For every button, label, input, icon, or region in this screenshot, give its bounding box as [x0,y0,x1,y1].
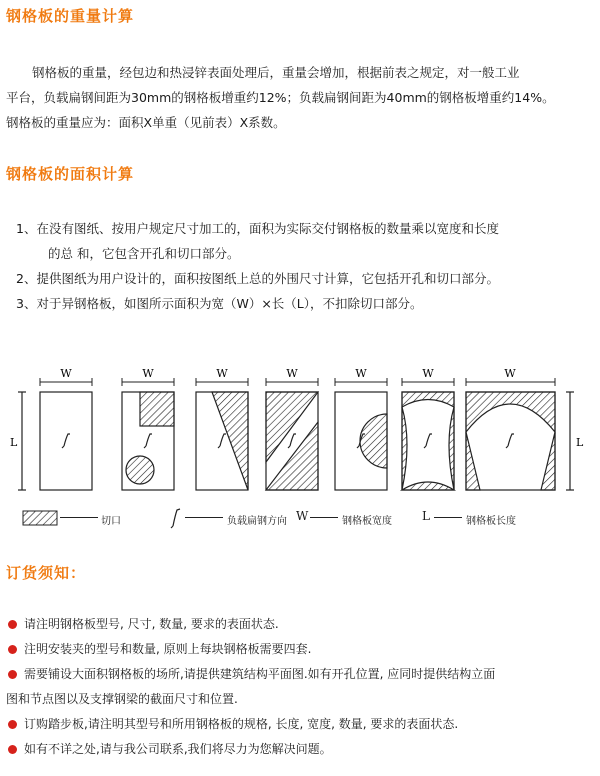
order-notes-title: 订货须知： [6,564,87,582]
w-dim-label: W [60,367,72,380]
area-calc-title: 钢格板的面积计算 [6,165,135,183]
w-dim-label: W [504,367,516,380]
bullet-dot [8,670,17,679]
legend-line [434,517,462,518]
shape-diagonal-cut [196,392,248,490]
shape-corner-cut-hole [122,392,174,490]
legend-direction-label: 负载扁钢方向 [227,516,287,527]
shape-arch-cut [466,392,555,490]
bullet-dot [8,645,17,654]
order-notes-list [6,612,596,762]
shape-two-triangle-cuts [266,392,318,490]
legend-length-label: 钢格板长度 [466,516,516,527]
w-dim-label: W [422,367,434,380]
w-dim-label: W [355,367,367,380]
order-note: 如有不详之处,请与我公司联系,我们将尽力为您解决问题。 [6,737,596,762]
legend-w-symbol: W [296,509,309,523]
legend-width-label: 钢格板宽度 [342,516,392,527]
weight-line: 钢格板的重量，经包边和热浸锌表面处理后，重量会增加，根据前表之规定，对一般工业 [32,65,520,80]
weight-line: 钢格板的重量应为：面积X单重（见前表）X系数。 [6,115,286,130]
area-item: 1、在没有图纸、按用户规定尺寸加工的，面积为实际交付钢格板的数量乘以宽度和长度 [16,221,499,236]
bullet-dot [8,745,17,754]
grating-shapes-diagram [0,362,600,507]
area-calc-list [16,216,591,316]
order-note: 注明安装夹的型号和数量, 原则上每块钢格板需要四套. [6,637,596,662]
l-dim-label-left: L [10,436,18,449]
weight-calc-title: 钢格板的重量计算 [6,7,135,25]
weight-calc-body [6,60,596,135]
legend-line [310,517,338,518]
direction-icon [168,506,182,530]
direction-symbols [62,434,514,448]
shape-curved-sides [402,392,454,490]
w-dim-label: W [142,367,154,380]
bullet-dot [8,620,17,629]
w-dim-label: W [286,367,298,380]
w-dim-label: W [216,367,228,380]
cut-swatch [22,510,58,526]
weight-line: 平台，负载扁钢间距为30mm的钢格板增重约12%；负载扁钢间距为40mm的钢格板增重约14%。 [6,90,555,105]
area-item: 2、提供图纸为用户设计的，面积按图纸上总的外围尺寸计算，它包括开孔和切口部分。 [16,271,499,286]
legend-l-symbol: L [422,509,430,523]
shape-rectangle [40,392,92,490]
diagram-legend [0,506,600,530]
area-item: 3、对于异钢格板，如图所示面积为宽（W）×长（L），不扣除切口部分。 [16,296,423,311]
legend-line [60,517,98,518]
order-note-cont: 图和节点图以及支撑钢梁的截面尺寸和位置. [6,692,238,706]
order-note: 需要铺设大面积钢格板的场所,请提供建筑结构平面图.如有开孔位置, 应同时提供结构立面 [6,662,596,687]
shape-half-circle-cut [335,392,387,490]
l-dim-label-right: L [576,436,584,449]
legend-line [185,517,223,518]
area-item-cont: 的总 和，它包含开孔和切口部分。 [48,246,240,261]
legend-cut-label: 切口 [101,516,121,527]
bullet-dot [8,720,17,729]
order-note: 订购踏步板,请注明其型号和所用钢格板的规格, 长度, 宽度, 数量, 要求的表面状态. [6,712,596,737]
order-note: 请注明钢格板型号, 尺寸, 数量, 要求的表面状态. [6,612,596,637]
